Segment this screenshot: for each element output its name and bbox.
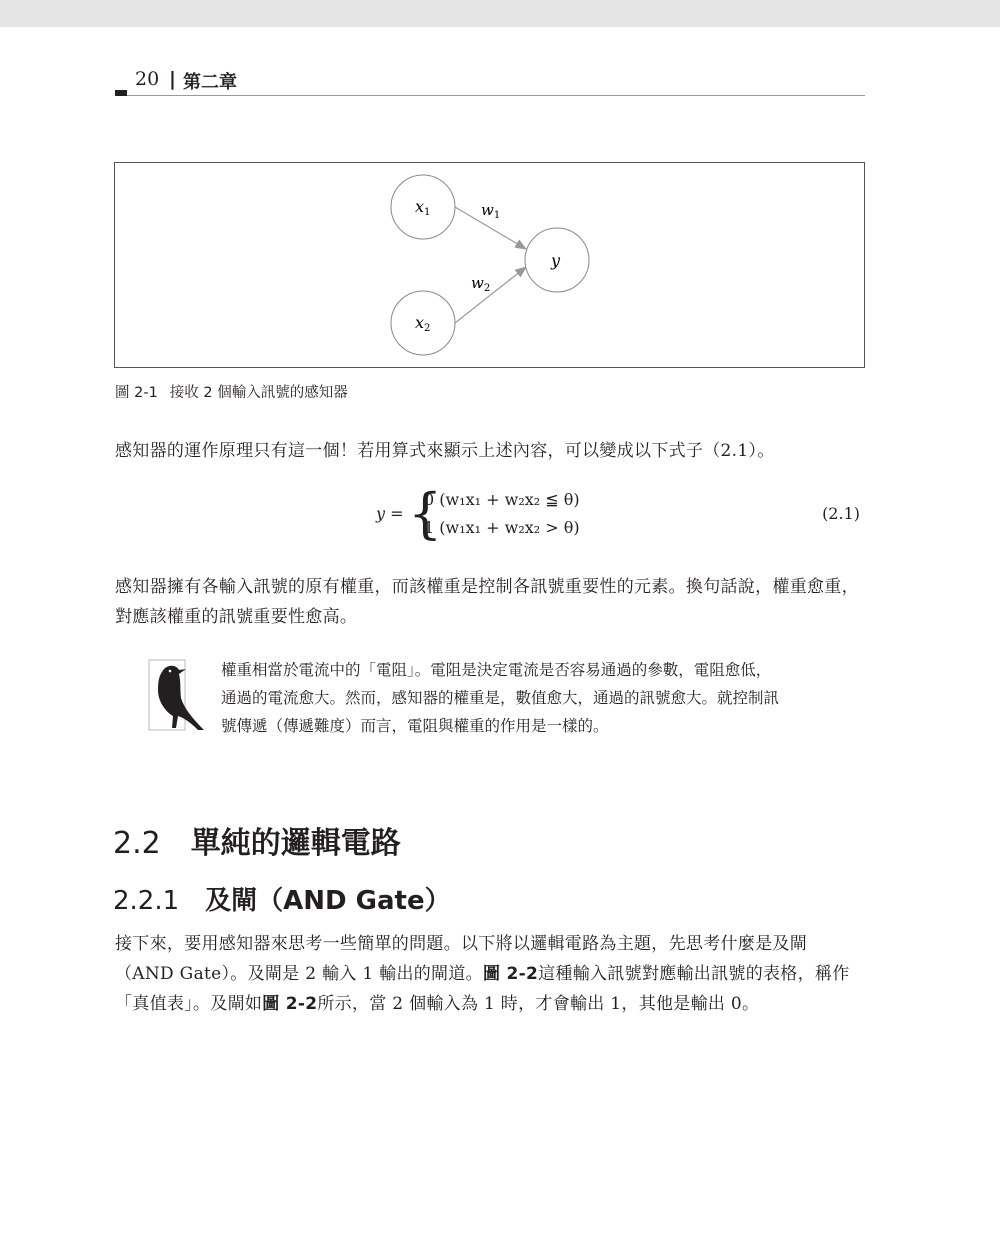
node-y-label: y bbox=[551, 251, 561, 270]
edge-w2-label: $w_2$ bbox=[471, 274, 491, 294]
figure-caption-number: 圖 2-1 bbox=[115, 385, 158, 401]
equation-brace: { bbox=[408, 482, 443, 545]
note-box bbox=[148, 656, 788, 766]
paragraph-weights: 感知器擁有各輸入訊號的原有權重，而該權重是控制各訊號重要性的元素。換句話說，權重愈重，對應該權重的訊號重要性愈高。 bbox=[115, 577, 859, 627]
subsection-number: 2.2.1 bbox=[113, 886, 180, 916]
top-margin-bar bbox=[0, 0, 1000, 27]
section-number: 2.2 bbox=[113, 826, 161, 861]
node-x1-label: x1 bbox=[415, 197, 431, 218]
figure-ref-2: 圖 2-2 bbox=[262, 994, 318, 1014]
perceptron-diagram bbox=[115, 163, 864, 367]
figure-caption-text: 接收 2 個輸入訊號的感知器 bbox=[169, 385, 348, 401]
equation-number: (2.1) bbox=[822, 504, 860, 523]
figure-caption bbox=[115, 381, 348, 402]
section-heading bbox=[113, 818, 401, 862]
figure-ref-1: 圖 2-2 bbox=[482, 964, 539, 984]
edge-w1-label: $w_1$ bbox=[481, 201, 501, 221]
edge-w2 bbox=[455, 267, 526, 323]
page-header bbox=[115, 62, 865, 98]
paragraph-intro-equation: 感知器的運作原理只有這一個！若用算式來顯示上述內容，可以變成以下式子（2.1）。 bbox=[115, 441, 775, 461]
chapter-title: 第二章 bbox=[183, 72, 237, 93]
paragraph-and-gate-part2: 這種輸入訊號對應輸出訊號的表格，稱作「真值表」。及閘如 bbox=[115, 964, 850, 1014]
subsection-title: 及閘（AND Gate） bbox=[205, 886, 451, 916]
node-x2-label: x2 bbox=[415, 313, 431, 334]
header-rule bbox=[127, 95, 865, 96]
paragraph-and-gate-part1: 接下來，要用感知器來思考一些簡單的問題。以下將以邏輯電路為主題，先思考什麼是及閘（AND Gate）。及閘是 2 輸入 1 輸出的閘道。 bbox=[115, 934, 807, 984]
section-title: 單純的邏輯電路 bbox=[190, 826, 401, 861]
header-separator: | bbox=[169, 68, 176, 90]
equation-case-0: 0 (w₁x₁ + w₂x₂ ≦ θ) bbox=[424, 490, 580, 509]
paragraph-and-gate bbox=[115, 929, 865, 1019]
paragraph-and-gate-part3: 所示，當 2 個輸入為 1 時，才會輸出 1，其他是輸出 0。 bbox=[317, 994, 760, 1014]
page-number: 20 bbox=[135, 68, 160, 90]
perceptron-figure bbox=[114, 162, 865, 368]
note-text: 權重相當於電流中的「電阻」。電阻是決定電流是否容易通過的參數，電阻愈低，通過的電流愈大。然而，感知器的權重是，數值愈大，通過的訊號愈大。就控制訊號傳遞（傳遞難度）而言，電阻與權重的作用是一樣的。 bbox=[221, 661, 780, 735]
header-marker bbox=[115, 90, 127, 96]
equation-case-1: 1 (w₁x₁ + w₂x₂ > θ) bbox=[424, 518, 580, 537]
equation-lhs: y = bbox=[376, 504, 404, 523]
equation-2-1 bbox=[370, 484, 860, 548]
subsection-heading bbox=[113, 880, 451, 917]
crow-icon bbox=[148, 658, 208, 738]
